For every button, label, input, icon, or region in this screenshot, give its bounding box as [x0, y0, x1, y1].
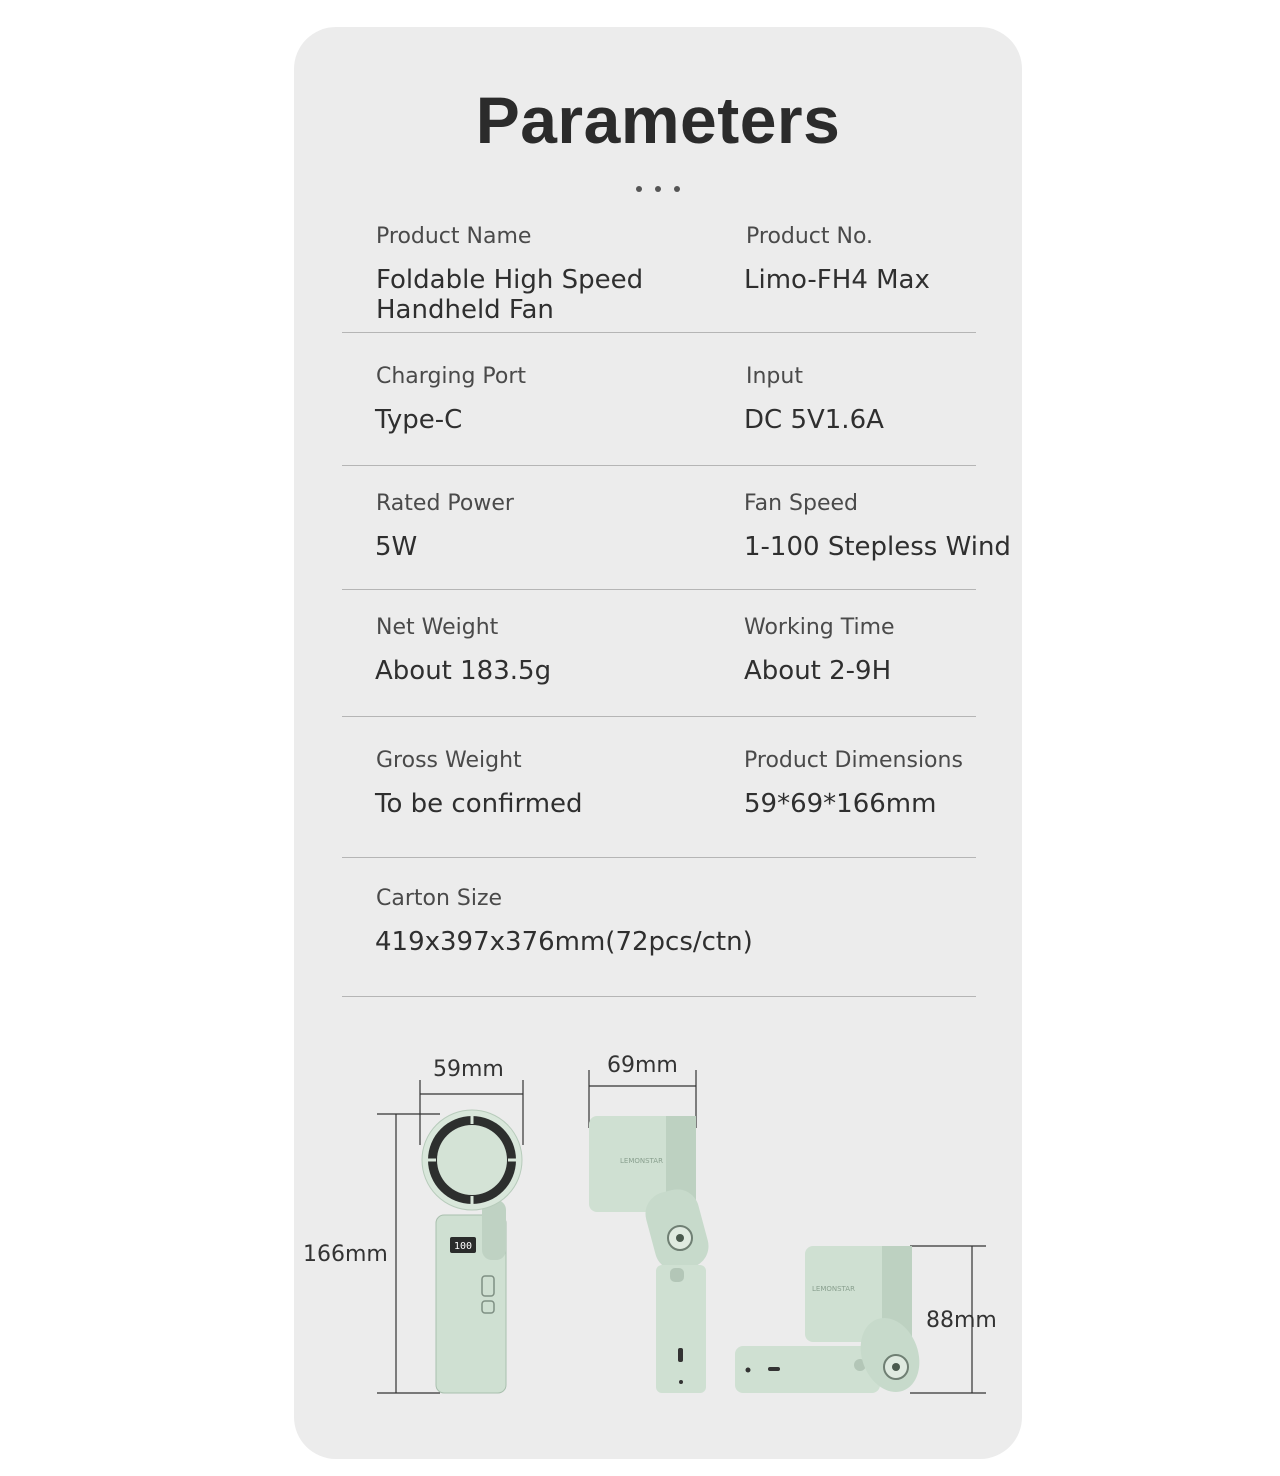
charging-port-label: Charging Port: [376, 364, 527, 389]
brand-logo: LEMONSTAR: [812, 1285, 855, 1293]
rated-power-label: Rated Power: [376, 491, 514, 516]
display-text: 100: [453, 1241, 473, 1252]
brand-logo: LEMONSTAR: [620, 1157, 663, 1165]
fan-front-view: [422, 1110, 522, 1393]
rated-power-value: 5W: [375, 532, 418, 562]
product-no-value: Limo-FH4 Max: [744, 265, 930, 295]
product-name-value-line2: Handheld Fan: [376, 295, 554, 325]
working-time-label: Working Time: [744, 615, 895, 640]
net-weight-label: Net Weight: [376, 615, 499, 640]
gross-weight-label: Gross Weight: [376, 748, 522, 773]
fan-side-view: [589, 1116, 713, 1393]
carton-size-value: 419x397x376mm(72pcs/ctn): [375, 927, 753, 957]
folded-height-label: 88mm: [926, 1308, 997, 1333]
product-name-label: Product Name: [376, 224, 532, 249]
input-value: DC 5V1.6A: [744, 405, 884, 435]
fan-speed-label: Fan Speed: [744, 491, 859, 516]
front-width-label: 59mm: [433, 1057, 504, 1082]
product-dimensions-label: Product Dimensions: [744, 748, 963, 773]
side-width-label: 69mm: [607, 1053, 678, 1078]
product-dimensions-value: 59*69*166mm: [744, 789, 937, 819]
fan-folded-view: [735, 1246, 929, 1400]
fan-speed-value: 1-100 Stepless Wind: [744, 532, 1011, 562]
input-label: Input: [746, 364, 803, 389]
height-label: 166mm: [303, 1242, 388, 1267]
product-name-value-line1: Foldable High Speed: [376, 265, 644, 295]
page-title: Parameters: [475, 83, 841, 157]
product-no-label: Product No.: [746, 224, 874, 249]
gross-weight-value: To be confirmed: [375, 789, 583, 819]
working-time-value: About 2-9H: [744, 656, 892, 686]
charging-port-value: Type-C: [375, 405, 463, 435]
net-weight-value: About 183.5g: [375, 656, 552, 686]
carton-size-label: Carton Size: [376, 886, 503, 911]
